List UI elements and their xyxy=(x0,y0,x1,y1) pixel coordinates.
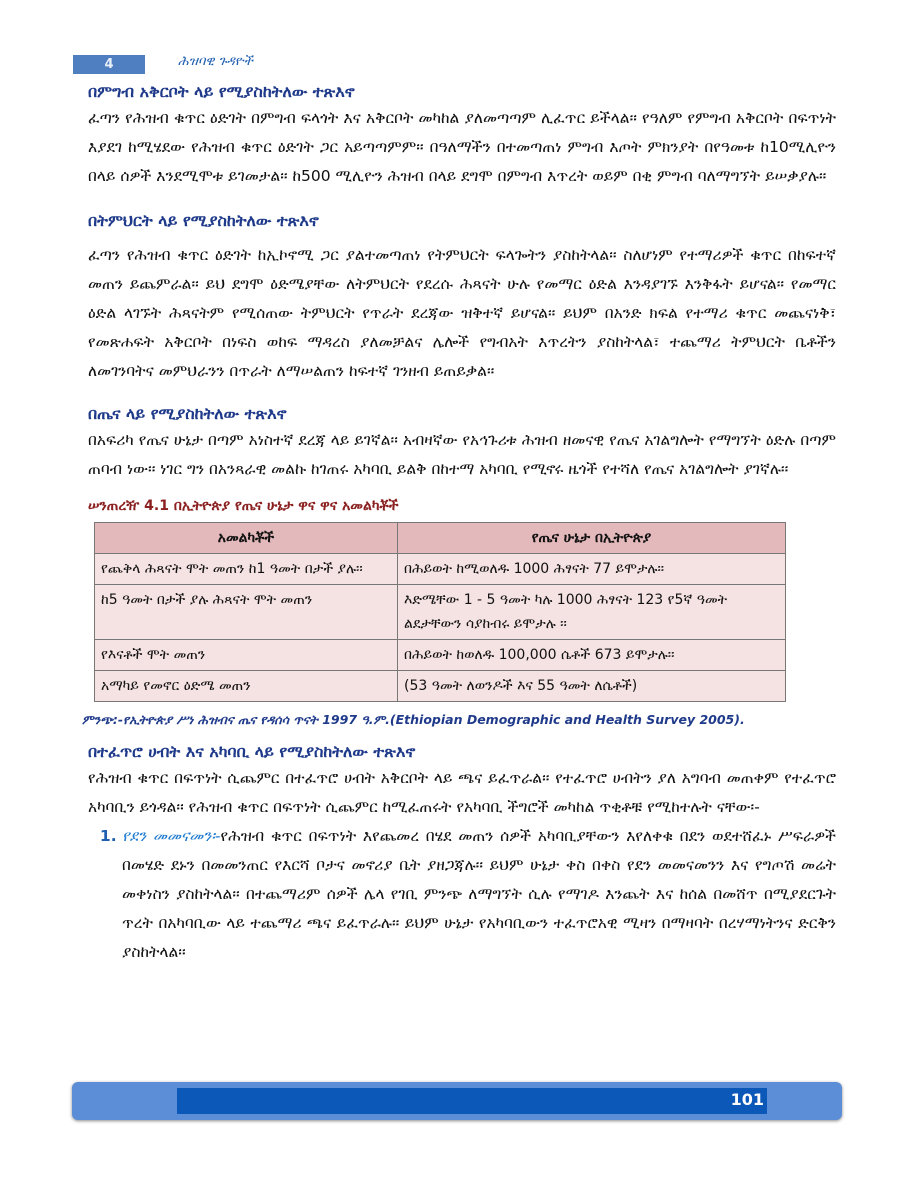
footer-inner-bar xyxy=(177,1088,767,1114)
table-cell: ከ5 ዓመት በታች ያሉ ሕጻናት ሞት መጠን xyxy=(95,585,398,640)
column-header: የጤና ሁኔታ በኢትዮጵያ xyxy=(398,523,786,554)
section-text-health: በአፍሪካ የጤና ሁኔታ በጣም አነስተኛ ደረጃ ላይ ይገኛል፡፡ አብዛኛው የአኅጉሪቱ ሕዝብ ዘመናዊ የጤና አገልግሎት የማግኘት ዕድሉ በጣም ጠባብ ነው፡፡ ነገር ግን በአንጻራዊ መልኩ ከገጠሩ አካባቢ ይልቅ በከተማ አካባቢ የሚኖሩ ዜጎች የተሻለ የጤና አገልግሎት ያገኛሉ፡፡ xyxy=(88,431,836,478)
table-cell: በሕይወት ከወለዱ 100,000 ሴቶች 673 ይሞታሉ፡፡ xyxy=(398,640,786,671)
page-number: 101 xyxy=(730,1090,764,1109)
section-heading-environment: በተፈጥሮ ሀብት እና አካባቢ ላይ የሚያስከትለው ተጽእኖ xyxy=(88,742,416,761)
table-cell: (53 ዓመት ለወንዶች እና 55 ዓመት ለሴቶች) xyxy=(398,671,786,702)
section-heading-health: በጤና ላይ የሚያስከትለው ተጽእኖ xyxy=(88,404,287,423)
list-item-term: የደን መመናመን፡- xyxy=(122,827,221,845)
section-text-environment: የሕዝብ ቁጥር በፍጥነት ሲጨምር በተፈጥሮ ሀብት አቅርቦት ላይ ጫና ይፈጥራል፡፡ የተፈጥሮ ሀብትን ያለ አግባብ መጠቀም የተፈጥሮ አካባቢን ይጎዳል፡፡ የሕዝብ ቁጥር በፍጥነት ሲጨምር ከሚፈጠሩት የአካባቢ ችግሮች መካከል ጥቂቶቹ የሚከተሉት ናቸው፡- xyxy=(88,769,836,816)
table-row xyxy=(95,585,786,640)
list-item xyxy=(122,822,836,967)
chapter-title: ሕዝባዊ ጉዳዮች xyxy=(178,54,253,69)
table-row xyxy=(95,671,786,702)
footer-bar xyxy=(72,1082,842,1120)
table-cell: አማካይ የመኖር ዕድሜ መጠን xyxy=(95,671,398,702)
environment-list xyxy=(88,822,836,967)
table-row xyxy=(95,554,786,585)
chapter-number-box: 4 xyxy=(73,55,145,74)
column-header: አመልካቾች xyxy=(95,523,398,554)
table-row xyxy=(95,640,786,671)
table-cell: የጨቅላ ሕጻናት ሞት መጠን ከ1 ዓመት በታች ያሉ፡፡ xyxy=(95,554,398,585)
table-header-row xyxy=(95,523,786,554)
table-cell: እድሜቸው 1 - 5 ዓመት ካሉ 1000 ሕፃናት 123 የ5ኛ ዓመት ልደታቸውን ሳያከብሩ ይሞታሉ ፡፡ xyxy=(398,585,786,640)
table-cell: የእናቶች ሞት መጠን xyxy=(95,640,398,671)
table-source: ምንጭ:-የኢትዮጵያ ሥነ ሕዝብና ጤና የዳሰሳ ጥናት 1997 ዓ.ም.(Ethiopian Demographic and Health Survey 2005). xyxy=(82,712,745,727)
table-cell: በሕይወት ከሚወለዱ 1000 ሕፃናት 77 ይሞታሉ፡፡ xyxy=(398,554,786,585)
section-text-education: ፈጣን የሕዝብ ቁጥር ዕድገት ከኢኮኖሚ ጋር ያልተመጣጠነ የትምህርት ፍላጐትን ያስከትላል፡፡ ስለሆነም የተማሪዎች ቁጥር በከፍተኛ መጠን ይጨምራል፡፡ ይህ ደግሞ ዕድሜያቸው ለትምህርት የደረሱ ሕጻናት ሁሉ የመማር ዕድል እንዳያገኙ እንቅፋት ይሆናል፡፡ የመማር ዕድል ላገኙት ሕጻናትም የሚሰጠው ትምህርት የጥራት ደረጃው ዝቅተኛ ይሆናል፡፡ ይህም በአንድ ክፍል የተማሪ ቁጥር መጨናነቅ፣ የመጽሐፍት አቅርቦት በነፍስ ወከፍ ማዳረስ ያለመቻልና ሌሎች የግብአት እጥረትን ያስከትላል፣ ተጨማሪ ትምህርት ቤቶችን ለመገንባትና መምህራንን በጥራት ለማሠልጠን ከፍተኛ ገንዘብ ይጠይቃል፡፡ xyxy=(88,246,836,380)
list-item-text: የሕዝብ ቁጥር በፍጥነት እየጨመረ በሄደ መጠን ሰዎች አካባቢያቸውን እየለቀቁ በደን ወደተሸፈኑ ሥፍራዎች በመሄድ ደኑን በመመንጠር የእርሻ ቦታና መኖሪያ ቤት ያዘጋጃሉ፡፡ ይህም ሁኔታ ቀስ በቀስ የደን መመናመንን እና የግጦሽ መሬት መቀነስን ያስከትላል፡፡ በተጨማሪም ሰዎች ሌላ የገቢ ምንጭ ለማግኘት ሲሉ የማገዶ እንጨት እና ከሰል በመሸጥ በሚያደርጉት ጥረት በአካባቢው ላይ ተጨማሪ ጫና ይፈጥራሉ፡፡ ይህም ሁኔታ የአካባቢውን ተፈጥሮአዊ ሚዛን በማዛባት በረሃማነትንና ድርቅን ያስከትላል፡፡ xyxy=(122,827,837,961)
section-text-food: ፈጣን የሕዝብ ቁጥር ዕድገት በምግብ ፍላጎት እና አቅርቦት መካከል ያለመጣጣም ሊፈጥር ይችላል፡፡ የዓለም የምግብ አቅርቦት በፍጥነት እያደገ ከሚሄደው የሕዝብ ቁጥር ዕድገት ጋር አይጣጣምም፡፡ በዓለማችን በተመጣጠነ ምግብ እጦት ምክንያት በየዓመቱ ከ10ሚሊዮን በላይ ሰዎች እንደሚሞቱ ይገመታል፡፡ ከ500 ሚሊዮን ሕዝብ በላይ ደግሞ በምግብ እጥረት ወይም በቂ ምግብ ባለማግኘት ይሠቃያሉ፡፡ xyxy=(88,109,836,185)
health-indicators-table xyxy=(94,522,786,702)
section-heading-education: በትምህርት ላይ የሚያስከትለው ተጽእኖ xyxy=(88,211,319,230)
table-caption: ሠንጠረዥ 4.1 በኢትዮጵያ የጤና ሁኔታ ዋና ዋና አመልካቾች xyxy=(88,498,399,514)
section-heading-food: በምግብ አቅርቦት ላይ የሚያስከትለው ተጽእኖ xyxy=(88,82,355,101)
content xyxy=(82,76,837,967)
